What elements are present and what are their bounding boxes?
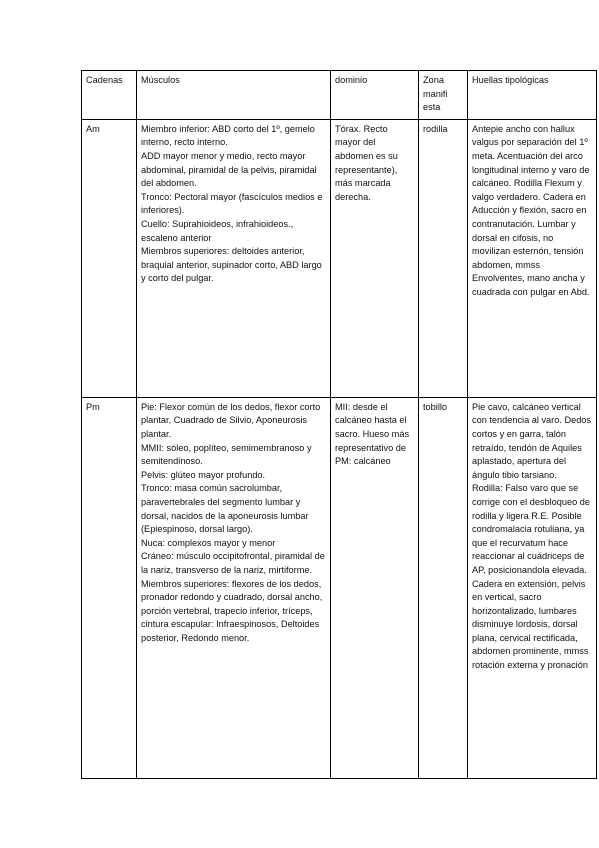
cell-musculos — [137, 119, 331, 397]
cell-cadena: Am — [82, 119, 137, 397]
huellas-line: Pie cavo, calcáneo vertical con tendencia al varo. Dedos cortos y en garra, talón retraído, tendón de Aquiles aplastado, apertura del ángulo tibio tarsiano. — [472, 401, 592, 480]
cell-cadena: Pm — [82, 397, 137, 778]
header-zona: Zona manifi esta — [419, 71, 468, 120]
musculos-line: Nuca: complexos mayor y menor — [141, 537, 276, 548]
musculos-line: Cuello: Suprahioideos, infrahioideos., escaleno anterior — [141, 218, 294, 243]
cell-musculos — [137, 397, 331, 778]
musculos-line: ADD mayor menor y medio, recto mayor abdominal, piramidal de la pelvis, piramidal del abdomen. — [141, 150, 317, 189]
cell-huellas — [468, 397, 597, 778]
musculos-line: Pelvis: glúteo mayor profundo. — [141, 469, 266, 480]
cell-huellas: Antepie ancho con hallux valgus por separación del 1º meta. Acentuación del arco longitudinal interno y varo de calcáneo. Rodilla Flexum y valgo verdadero. Cadera en Aducción y flexión, sacro en contranutación. Lumbar y dorsal en cifosis, no movilizan esternón, tensión abdomen, mmss Envolventes, mano ancha y cuadrada con pulgar en Abd. — [468, 119, 597, 397]
musculos-line: Tronco: Pectoral mayor (fascículos medios e inferiores). — [141, 191, 323, 216]
muscle-chains-table — [81, 70, 597, 779]
cell-zona: rodilla — [419, 119, 468, 397]
musculos-line: Miembros superiores: deltoides anterior, braquial anterior, supinador corto, ABD largo y corto del pulgar. — [141, 246, 322, 284]
header-dominio: dominio — [331, 71, 419, 120]
header-cadenas: Cadenas — [82, 71, 137, 120]
musculos-line: Miembros superiores: flexores de los dedos, pronador redondo y cuadrado, dorsal ancho, porción vertebral, trapecio inferior, tríceps, cintura escapular: Infraespinosos, Deltoides posterior, Redondo menor. — [141, 578, 323, 643]
table-row — [82, 397, 597, 778]
table-header-row — [82, 71, 597, 120]
header-huellas: Huellas tipológicas — [468, 71, 597, 120]
cell-dominio: Tórax. Recto mayor del abdomen es su representante), más marcada derecha. — [331, 119, 419, 397]
cell-zona: tobillo — [419, 397, 468, 778]
table-row — [82, 119, 597, 397]
musculos-line: Miembro inferior: ABD corto del 1º, gemelo interno, recto interno. — [141, 123, 315, 148]
header-musculos: Músculos — [137, 71, 331, 120]
musculos-line: Tronco: masa común sacrolumbar, paravertebrales del segmento lumbar y dorsal, nacidos de la aponeurosis lumbar (Epiespinoso, dorsal largo). — [141, 483, 309, 535]
musculos-line: Cráneo: músculo occipitofrontal, piramidal de la nariz, transverso de la nariz, mirtiforme. — [141, 551, 325, 575]
huellas-line: Rodilla: Falso varo que se corrige con el desbloqueo de rodilla y ligera R.E. Posible condromalacia rotuliana, ya que el recurvatum hace reaccionar al cuádriceps de AP, posicionandola elevada. Cadera en extensión, pelvis en vertical, sacro horizontalizado, lumbares disminuye lordosis, dorsal plana, cervical rectificada, abdomen prominente, mmss rotación externa y pronación — [472, 483, 590, 671]
cell-dominio: MII: desde el calcáneo hasta el sacro. Hueso más representativo de PM: calcáneo — [331, 397, 419, 778]
musculos-line: Pie: Flexor común de los dedos, flexor corto plantar, Cuadrado de Silvio, Aponeurosis plantar. — [141, 401, 321, 439]
musculos-line: MMII: sóleo, poplíteo, semimembranoso y semitendinoso. — [141, 442, 312, 467]
